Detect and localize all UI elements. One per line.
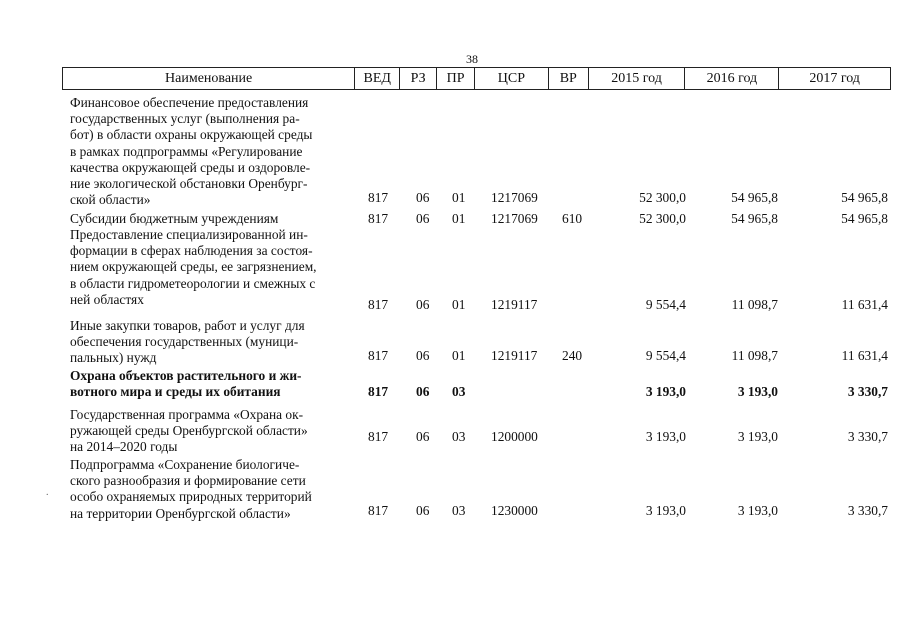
cell-ved: 817 [368,384,389,399]
cell-ved: 817 [368,190,389,205]
cell-pr: 01 [452,211,466,226]
header-2017: 2017 год [809,71,860,86]
row-name-line: формации в сферах наблюдения за состоя- [70,243,313,259]
row-name-line: качества окружающей среды и оздоровле- [70,159,311,175]
cell-rz: 06 [416,190,430,205]
cell-y2017: 11 631,4 [841,348,888,363]
cell-pr: 01 [452,348,466,363]
cell-y2015: 52 300,0 [639,211,686,226]
header-csr: ЦСР [475,68,549,89]
cell-csr: 1217069 [491,211,538,226]
row-name-line: вотного мира и среды их обитания [70,384,281,400]
cell-rz: 06 [416,429,430,444]
cell-y2015: 9 554,4 [645,297,686,312]
page-number: 38 [466,52,478,66]
cell-y2017: 3 330,7 [847,384,888,399]
cell-y2017: 11 631,4 [841,297,888,312]
row-name-line: ней областях [70,291,144,307]
row-name-line: обеспечения государственных (муници- [70,334,299,350]
row-name-line: ской области» [70,192,151,208]
cell-rz: 06 [416,297,430,312]
row-name-line: Подпрограмма «Сохранение биологиче- [70,457,300,472]
cell-vr: 610 [562,211,583,226]
cell-y2016: 11 098,7 [731,297,778,312]
margin-mark: . [46,487,49,498]
row-name-line: на территории Оренбургской области» [70,505,291,521]
cell-pr: 01 [452,190,466,205]
cell-y2016: 54 965,8 [731,190,778,205]
cell-y2015: 9 554,4 [645,348,686,363]
row-name-line: ние экологической обстановки Оренбург- [70,176,308,191]
cell-vr: 240 [562,348,583,363]
header-pr: ПР [437,68,475,89]
cell-y2016: 11 098,7 [731,348,778,363]
row-name-line: Финансовое обеспечение предоставления [70,95,309,110]
cell-csr: 1217069 [491,190,538,205]
header-2015: 2015 год [589,68,686,89]
cell-rz: 06 [416,348,430,363]
cell-ved: 817 [368,429,389,444]
cell-y2017: 54 965,8 [841,190,888,205]
row-name-line: пальных) нужд [70,350,157,366]
cell-ved: 817 [368,348,389,363]
cell-ved: 817 [368,297,389,312]
cell-y2017: 54 965,8 [841,211,888,226]
cell-ved: 817 [368,211,389,226]
cell-y2015: 3 193,0 [645,429,686,444]
row-name-line: ружающей среды Оренбургской области» [70,423,308,439]
cell-csr: 1219117 [491,348,538,363]
row-name-line: в области гидрометеорологии и смежных с [70,275,316,291]
cell-y2015: 52 300,0 [639,190,686,205]
cell-y2017: 3 330,7 [847,503,888,518]
cell-csr: 1230000 [491,503,538,518]
cell-pr: 03 [452,384,466,399]
row-name-line: Иные закупки товаров, работ и услуг для [70,318,305,333]
row-name-line: Субсидии бюджетным учреждениям [70,211,279,226]
header-vr: ВР [549,68,589,89]
cell-rz: 06 [416,384,430,399]
cell-csr: 1219117 [491,297,538,312]
header-2016: 2016 год [685,68,779,89]
cell-pr: 01 [452,297,466,312]
cell-y2016: 3 193,0 [737,429,778,444]
row-name-line: в рамках подпрограммы «Регулирование [70,143,303,159]
cell-pr: 03 [452,503,466,518]
cell-y2015: 3 193,0 [645,503,686,518]
row-name-line: Государственная программа «Охрана ок- [70,407,304,422]
cell-y2016: 3 193,0 [737,503,778,518]
row-name-line: на 2014–2020 годы [70,439,178,455]
row-name-line: ского разнообразия и формирование сети [70,473,306,489]
cell-csr: 1200000 [491,429,538,444]
row-name-line: государственных услуг (выполнения ра- [70,111,300,127]
cell-y2015: 3 193,0 [645,384,686,399]
header-ved: ВЕД [355,68,400,89]
cell-ved: 817 [368,503,389,518]
cell-y2016: 3 193,0 [737,384,778,399]
header-rz: РЗ [400,68,437,89]
row-name-line: Предоставление специализированной ин- [70,227,308,242]
row-name-line: особо охраняемых природных территорий [70,489,312,505]
cell-y2017: 3 330,7 [847,429,888,444]
header-name: Наименование [63,68,355,89]
cell-rz: 06 [416,211,430,226]
cell-y2016: 54 965,8 [731,211,778,226]
cell-rz: 06 [416,503,430,518]
row-name-line: нием окружающей среды, ее загрязнением, [70,259,317,275]
row-name-line: Охрана объектов растительного и жи- [70,368,302,383]
row-name-line: бот) в области охраны окружающей среды [70,127,313,143]
cell-pr: 03 [452,429,466,444]
table-header [62,67,891,90]
